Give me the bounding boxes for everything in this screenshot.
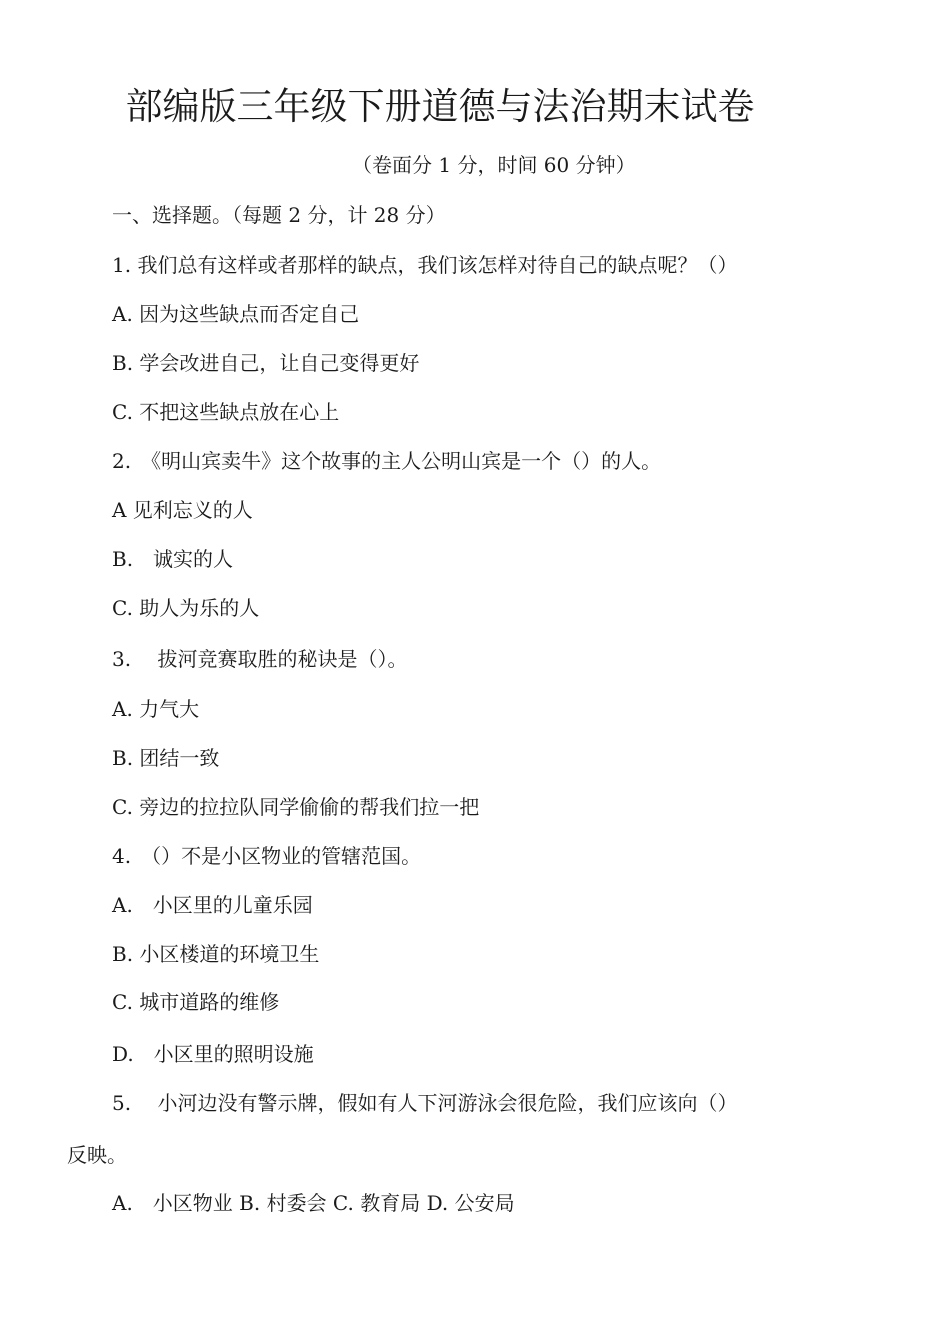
- question-1: 1. 我们总有这样或者那样的缺点，我们该怎样对待自己的缺点呢？（）: [112, 253, 738, 277]
- option-3b: B. 团结一致: [112, 746, 220, 770]
- option-3c: C. 旁边的拉拉队同学偷偷的帮我们拉一把: [112, 795, 480, 819]
- option-4d: D. 小区里的照明设施: [112, 1042, 314, 1066]
- option-3a: A. 力气大: [112, 697, 200, 721]
- option-2b: B. 诚实的人: [112, 547, 234, 571]
- exam-subtitle: （卷面分 1 分，时间 60 分钟）: [352, 153, 636, 177]
- question-2: 2. 《明山宾卖牛》这个故事的主人公明山宾是一个（）的人。: [112, 449, 662, 473]
- option-4a: A. 小区里的儿童乐园: [112, 893, 313, 917]
- option-1b: B. 学会改进自己，让自己变得更好: [112, 351, 420, 375]
- option-2a: A 见利忘义的人: [112, 498, 253, 522]
- option-2c: C. 助人为乐的人: [112, 596, 260, 620]
- section-heading: 一、选择题。（每题 2 分，计 28 分）: [112, 203, 446, 227]
- question-5-continued: 反映。: [67, 1143, 127, 1167]
- question-4: 4. （）不是小区物业的管辖范国。: [112, 844, 422, 868]
- question-5: 5. 小河边没有警示牌，假如有人下河游泳会很危险，我们应该向（）: [112, 1091, 738, 1115]
- option-4b: B. 小区楼道的环境卫生: [112, 942, 320, 966]
- option-4c: C. 城市道路的维修: [112, 990, 280, 1014]
- option-1a: A. 因为这些缺点而否定自己: [112, 302, 360, 326]
- option-1c: C. 不把这些缺点放在心上: [112, 400, 340, 424]
- option-5-choices: A. 小区物业 B. 村委会 C. 教育局 D. 公安局: [112, 1191, 515, 1215]
- question-3: 3. 拔河竞赛取胜的秘诀是（）。: [112, 647, 408, 671]
- exam-title: 部编版三年级下册道德与法治期末试卷: [125, 85, 755, 128]
